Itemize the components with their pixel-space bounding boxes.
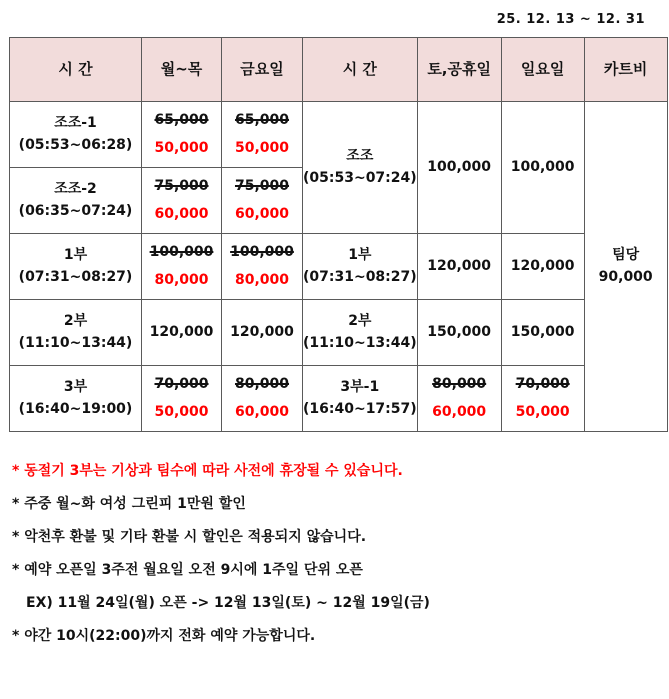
original-price: 65,000 <box>234 111 290 128</box>
header-friday: 금요일 <box>222 38 303 102</box>
note-reservation-open: * 예약 오픈일 3주전 월요일 오전 9시에 1주일 단위 오픈 <box>12 562 363 578</box>
slot-time: (05:53~06:28) <box>18 136 133 153</box>
sunday-price-cell: 100,000 <box>501 102 584 234</box>
original-price: 100,000 <box>149 243 214 260</box>
slot-time: (07:31~08:27) <box>18 268 133 285</box>
period-label: 25. 12. 13 ~ 12. 31 <box>496 12 645 27</box>
slot-name: 1부 <box>348 246 372 263</box>
table-row <box>10 366 668 432</box>
note-women-discount: * 주중 월~화 여성 그린피 1만원 할인 <box>12 496 246 512</box>
friday-price-cell: 120,000 <box>222 300 303 366</box>
weekend-time-slot-cell <box>303 366 418 432</box>
note-winter-closure: * 동절기 3부는 기상과 팀수에 따라 사전에 휴장될 수 있습니다. <box>12 463 403 479</box>
header-weekday: 월~목 <box>142 38 222 102</box>
cart-fee-cell <box>584 102 667 432</box>
slot-time: (05:53~07:24) <box>303 169 417 186</box>
green-fee-table <box>9 37 668 432</box>
slot-time: (16:40~17:57) <box>303 400 417 417</box>
discount-price: 60,000 <box>432 403 487 420</box>
slot-name: 조조 <box>346 147 374 164</box>
original-price: 100,000 <box>230 243 294 260</box>
slot-time: (16:40~19:00) <box>18 400 133 417</box>
header-sunday: 일요일 <box>501 38 584 102</box>
table-row <box>10 234 668 300</box>
header-cart: 카트비 <box>584 38 667 102</box>
sunday-price-cell <box>501 366 584 432</box>
time-slot-cell <box>10 366 142 432</box>
slot-name: 조조-1 <box>54 114 97 131</box>
time-slot-cell <box>10 300 142 366</box>
sunday-price-cell: 150,000 <box>501 300 584 366</box>
sat-holiday-price-cell <box>417 366 501 432</box>
note-reservation-example: EX) 11월 24일(월) 오픈 -> 12월 13일(토) ~ 12월 19일(금) <box>26 595 430 611</box>
discount-price: 50,000 <box>515 403 570 420</box>
friday-price-cell <box>222 102 303 168</box>
sat-holiday-price-cell: 100,000 <box>417 102 501 234</box>
weekend-time-slot-cell <box>303 102 418 234</box>
time-slot-cell <box>10 234 142 300</box>
discount-price: 60,000 <box>154 205 209 222</box>
cart-price: 90,000 <box>598 268 653 285</box>
sat-holiday-price-cell: 150,000 <box>417 300 501 366</box>
slot-name: 3부 <box>63 378 88 395</box>
original-price: 65,000 <box>154 111 209 128</box>
weekday-price-cell: 120,000 <box>142 300 222 366</box>
slot-name: 2부 <box>63 312 88 329</box>
discount-price: 60,000 <box>234 205 290 222</box>
discount-price: 80,000 <box>234 271 290 288</box>
friday-price-cell <box>222 366 303 432</box>
table-row <box>10 300 668 366</box>
slot-name: 1부 <box>63 246 88 263</box>
original-price: 70,000 <box>154 375 209 392</box>
note-refund-policy: * 악천후 환불 및 기타 환불 시 할인은 적용되지 않습니다. <box>12 529 367 545</box>
friday-price-cell <box>222 168 303 234</box>
note-phone-reservation: * 야간 10시(22:00)까지 전화 예약 가능합니다. <box>12 628 316 644</box>
weekday-price-cell <box>142 168 222 234</box>
discount-price: 50,000 <box>234 139 290 156</box>
original-price: 75,000 <box>154 177 209 194</box>
slot-time: (11:10~13:44) <box>18 334 133 351</box>
slot-name: 3부-1 <box>340 378 380 395</box>
table-row <box>10 102 668 168</box>
weekday-price-cell <box>142 102 222 168</box>
time-slot-cell <box>10 102 142 168</box>
discount-price: 50,000 <box>154 403 209 420</box>
weekend-time-slot-cell <box>303 234 418 300</box>
discount-price: 50,000 <box>154 139 209 156</box>
cart-label: 팀당 <box>612 246 640 263</box>
sunday-price-cell: 120,000 <box>501 234 584 300</box>
header-sat-holiday: 토,공휴일 <box>417 38 501 102</box>
slot-time: (06:35~07:24) <box>18 202 133 219</box>
slot-time: (07:31~08:27) <box>303 268 417 285</box>
header-time-weekend: 시 간 <box>303 38 418 102</box>
weekend-time-slot-cell <box>303 300 418 366</box>
discount-price: 80,000 <box>154 271 209 288</box>
table-header-row <box>10 38 668 102</box>
original-price: 80,000 <box>234 375 290 392</box>
slot-time: (11:10~13:44) <box>303 334 417 351</box>
weekday-price-cell <box>142 366 222 432</box>
original-price: 80,000 <box>432 375 487 392</box>
sat-holiday-price-cell: 120,000 <box>417 234 501 300</box>
header-time-weekday: 시 간 <box>10 38 142 102</box>
original-price: 75,000 <box>234 177 290 194</box>
weekday-price-cell <box>142 234 222 300</box>
original-price: 70,000 <box>515 375 570 392</box>
friday-price-cell <box>222 234 303 300</box>
slot-name: 조조-2 <box>54 180 97 197</box>
slot-name: 2부 <box>348 312 372 329</box>
time-slot-cell <box>10 168 142 234</box>
discount-price: 60,000 <box>234 403 290 420</box>
notes-list <box>12 455 430 653</box>
